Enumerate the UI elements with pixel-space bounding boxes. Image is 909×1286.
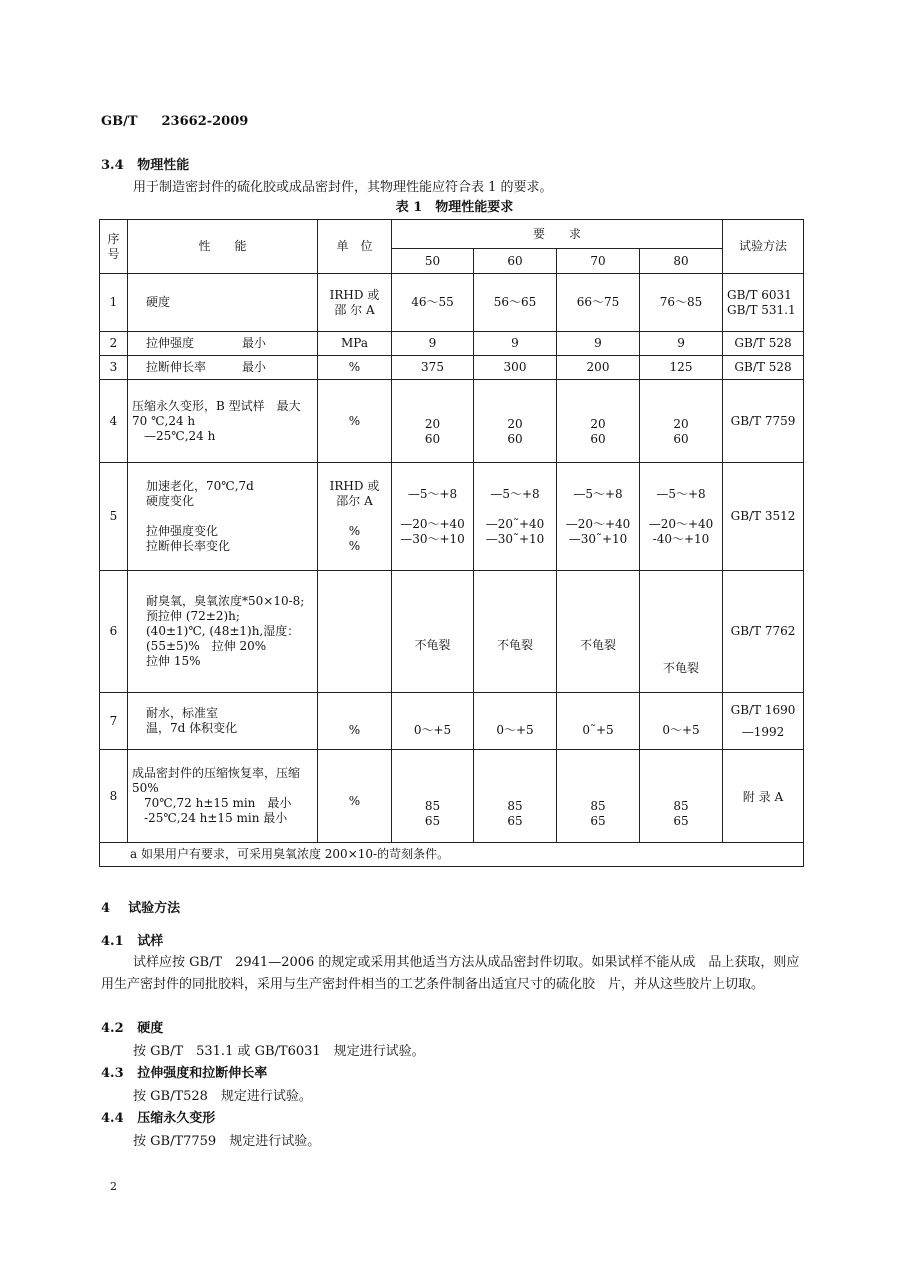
table-row: 5 加速老化，70℃,7d 硬度变化 拉伸强度变化 拉断伸长率变化 IRHD 或 邵尔 A % % —5～+8 —20～+40 —30～+10 —5～+8 —20˜+40 —30˜+10 —5～+8 —20～+40 —30˜+10 —5～+8 —20～+40 -40～+10 GB/T 3512 [100, 463, 804, 571]
section-4-2-text: 按 GB/T 531.1 或 GB/T6031 规定进行试验。 [133, 1044, 425, 1059]
running-header [101, 114, 248, 129]
header-unit: 单 位 [318, 220, 392, 274]
table-row: 2 拉伸强度 最小 MPa 9 9 9 9 GB/T 528 [100, 332, 804, 356]
header-requirement: 要 求 [392, 220, 723, 249]
table-row: 3 拉断伸长率 最小 % 375 300 200 125 GB/T 528 [100, 356, 804, 380]
header-seq: 序号 [100, 220, 128, 274]
table-row: 8 成品密封件的压缩恢复率，压缩 50% 70℃,72 h±15 min 最小 -25℃,24 h±15 min 最小 % 85 65 85 65 85 65 85 65 附 录 A [100, 750, 804, 843]
table-caption: 表 1 物理性能要求 [395, 200, 514, 215]
table-footnote: a 如果用户有要求，可采用臭氧浓度 200×10-的苛刻条件。 [100, 843, 804, 867]
table-row: 7 耐水，标准室 温，7d 体积变化 % 0～+5 0～+5 0˜+5 0～+5 GB/T 1690—1992 [100, 693, 804, 750]
section-3-4-heading: 3.4 物理性能 [101, 158, 190, 173]
header-method: 试验方法 [723, 220, 804, 274]
physical-properties-table [99, 219, 804, 867]
grade-60: 60 [474, 249, 557, 274]
table-row: 1 硬度 IRHD 或 邵 尔 A 46～55 56～65 66～75 76～85 GB/T 6031 GB/T 531.1 [100, 274, 804, 332]
table-row: 6 耐臭氧，臭氧浓度*50×10-8; 预拉伸 (72±2)h; (40±1)℃, (48±1)h,湿度：(55±5)% 拉伸 20% 拉伸 15% 不龟裂 不龟裂 不龟裂 不龟裂 GB/T 7762 [100, 571, 804, 693]
section-4-2-heading: 4.2 硬度 [101, 1021, 164, 1036]
section-4-3-text: 按 GB/T528 规定进行试验。 [133, 1089, 312, 1104]
page-number: 2 [110, 1180, 117, 1193]
section-4-4-heading: 4.4 压缩永久变形 [101, 1111, 216, 1126]
table-row: 4 压缩永久变形，B 型试样 最大 70 ℃,24 h —25℃,24 h % 20 60 20 60 20 60 20 60 GB/T 7759 [100, 380, 804, 463]
section-3-4-intro: 用于制造密封件的硫化胶或成品密封件，其物理性能应符合表 1 的要求。 [133, 180, 553, 195]
section-4-heading: 4 试验方法 [101, 901, 181, 916]
section-4-1-text: 试样应按 GB/T 2941—2006 的规定或采用其他适当方法从成品密封件切取。如果试样不能从成 品上获取，则应用生产密封件的同批胶料，采用与生产密封件相当的工艺条件制备出适宜尺寸的硫化胶 片，并从这些胶片上切取。 [101, 955, 800, 992]
section-4-4-text: 按 GB/T7759 规定进行试验。 [133, 1134, 321, 1149]
grade-70: 70 [557, 249, 640, 274]
table-footnote-row [100, 843, 804, 867]
grade-80: 80 [640, 249, 723, 274]
header-std: GB/T [101, 114, 138, 129]
section-4-1-heading: 4.1 试样 [101, 934, 164, 949]
header-number: 23662-2009 [161, 114, 249, 129]
header-property: 性 能 [128, 220, 318, 274]
section-4-3-heading: 4.3 拉伸强度和拉断伸长率 [101, 1066, 268, 1081]
grade-50: 50 [392, 249, 474, 274]
